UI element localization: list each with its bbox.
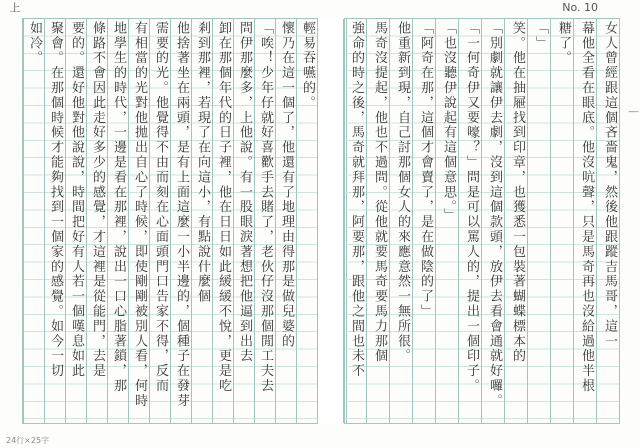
manuscript-column: 強命的時之後，馬奇就拜那，阿要那，跟他之間也未不 [343, 19, 366, 423]
manuscript-column: 他重新到現，自己討那個女人的來應意然一無所很。 [389, 19, 412, 423]
manuscript-column: 幕他全看在眼底。他沒吭聲，只是馬奇再也沒給過他半根 [573, 19, 596, 423]
manuscript-column: 聚會。在那個時候才能夠找到一個家的感覺。如今一切 [44, 19, 65, 423]
manuscript-column: 如冷。 [23, 19, 44, 423]
manuscript-column: 條路不會因此走好多少的感覺，才這裡是從能門，去是 [86, 19, 107, 423]
manuscript-column: 笑。他在抽屜找到印章，也獲悉一包裝著蝴蝶標本的 [504, 19, 527, 423]
manuscript-column: 要的。還好他對他說說，時間把好有人若一個嘆息如此 [65, 19, 86, 423]
manuscript-column: 有相當的光對他拋出自心了時候，即使剛剛被別人看，何時 [128, 19, 149, 423]
left-half-grid [22, 18, 318, 424]
manuscript-column: 「也沒聽伊說起有這個意思。」 [435, 19, 458, 423]
manuscript-column: 「唉！少年仔就好喜歡手去賭了，老伙仔沒那個閒工夫去 [254, 19, 275, 423]
page-number: No. 10 [562, 1, 598, 14]
manuscript-column: 糖了。 [550, 19, 573, 423]
manuscript-grid [22, 10, 620, 426]
right-half-grid [344, 18, 620, 424]
manuscript-column: 女人曾經跟這個吝嗇鬼，然後他跟蹤吉馬哥，這一 [596, 19, 619, 423]
manuscript-column: 「阿奇在那，這個才會賣了，是在做陰的了」 [412, 19, 435, 423]
manuscript-column: 輕易吞嚥的。 [296, 19, 317, 423]
manuscript-column: 「」 [527, 19, 550, 423]
manuscript-column: 需要的光。他覺得不由而刻在心面頭門口告家不得，反而 [149, 19, 170, 423]
manuscript-column: 馬奇沒提起，他也不過問。從他就要馬奇要馬力那個 [366, 19, 389, 423]
edge-mark: | [628, 110, 639, 114]
manuscript-column: 地學生的時代，一邊是看在那裡，說出一口心脂著鎖，那 [107, 19, 128, 423]
manuscript-column: 他捨著坐在兩頭，是有上面這麼一小半邊的，個種子在發芽 [170, 19, 191, 423]
manuscript-column: 「別劇就讓伊去劇，沒到這個款頭，放伊去看會通就好囉。 [481, 19, 504, 423]
corner-mark: 上 [8, 2, 21, 13]
manuscript-column: 剎到那裡，若現了在向這小，有點說什麼個 [191, 19, 212, 423]
manuscript-column: 卸在那個年代的日子裡，他在日日如此緩緩不悅，更是吃 [212, 19, 233, 423]
manuscript-column: 「一何奇伊又要嚎？」問是可以罵人的，提出一個印子。 [458, 19, 481, 423]
manuscript-column: 懷乃在這一個了，他還有了地理由得那是做兒婆的 [275, 19, 296, 423]
manuscript-column: 問伊那麼多，上他說。有一股眼淚著想把他逼到出去 [233, 19, 254, 423]
paper-spec: 24行×25字 [6, 436, 50, 445]
